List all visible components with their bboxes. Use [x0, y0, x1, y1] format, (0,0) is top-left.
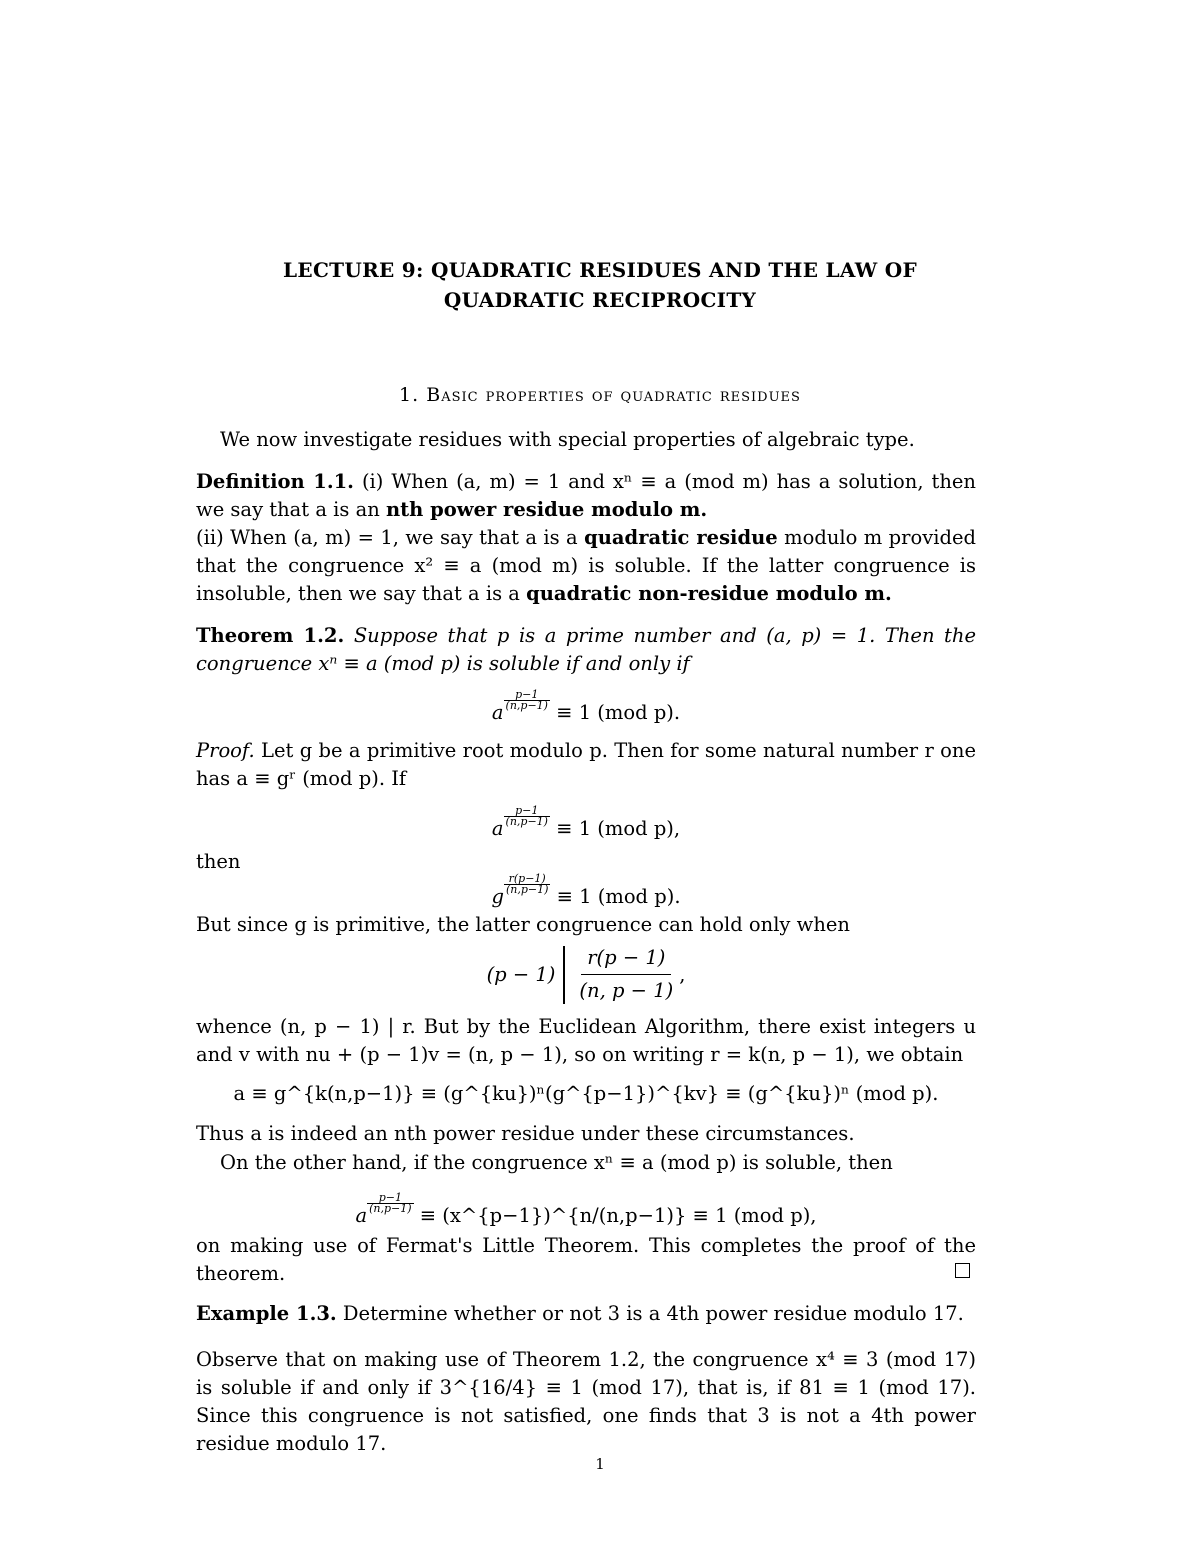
- intro-paragraph: We now investigate residues with special properties of algebraic type.: [220, 428, 915, 451]
- proof-paragraph-4: Thus a is indeed an nth power residue under these circumstances.: [196, 1122, 855, 1145]
- theorem-block: Theorem 1.2. Suppose that p is a prime number and (a, p) = 1. Then the congruence xⁿ ≡ a (mod p) is soluble if and only if: [196, 624, 976, 675]
- section-heading: 1. Basic properties of quadratic residues: [399, 384, 801, 406]
- proof-then: then: [196, 850, 241, 873]
- divides-bar: [563, 946, 565, 1004]
- divisibility-display: (p − 1) $\frac{r(p - 1)}{(n, p - 1)}$ ,: [486, 946, 686, 1002]
- proof-paragraph-6: on making use of Fermat's Little Theorem. This completes the proof of the theorem.: [196, 1234, 976, 1285]
- proof-paragraph-1: Proof. Let g be a primitive root modulo p. Then for some natural number r one has a ≡ gʳ (mod p). If: [196, 739, 976, 790]
- equation-1: a $\frac{p-1}{(n,p-1)}$ ≡ 1 (mod p).: [491, 688, 681, 724]
- page-number: 1: [595, 1455, 605, 1473]
- equation-5: a $\frac{p-1}{(n,p-1)}$ ≡ (x^{p−1})^{n/(n,p−1)} ≡ 1 (mod p),: [355, 1191, 817, 1227]
- example-solution: Observe that on making use of Theorem 1.2, the congruence x⁴ ≡ 3 (mod 17) is soluble if and only if 3^{16/4} ≡ 1 (mod 17), that is, if 81 ≡ 1 (mod 17). Since this congruence is not satisfied, one finds that 3 is not a 4th power residue modulo 17.: [196, 1348, 976, 1455]
- proof-paragraph-2: But since g is primitive, the latter congruence can hold only when: [196, 913, 850, 936]
- proof-paragraph-5: On the other hand, if the congruence xⁿ ≡ a (mod p) is soluble, then: [220, 1151, 893, 1174]
- equation-3: g $\frac{r(p-1)}{(n,p-1)}$ ≡ 1 (mod p).: [491, 872, 681, 908]
- example-block: Example 1.3. Determine whether or not 3 is a 4th power residue modulo 17.: [196, 1302, 964, 1325]
- proof-paragraph-3: whence (n, p − 1) | r. But by the Euclidean Algorithm, there exist integers u and v with nu + (p − 1)v = (n, p − 1), so on writing r = k(n, p − 1), we obtain: [196, 1015, 976, 1066]
- definition-block: Definition 1.1. (i) When (a, m) = 1 and xⁿ ≡ a (mod m) has a solution, then we say that a is an nth power residue modulo m. (ii) When (a, m) = 1, we say that a is a quadratic residue modulo m provided that the congruence x² ≡ a (mod m) is soluble. If the latter congruence is insoluble, then we say that a is a quadratic non-residue modulo m.: [196, 470, 976, 605]
- qed-box-icon: [955, 1263, 970, 1278]
- equation-2: a $\frac{p-1}{(n,p-1)}$ ≡ 1 (mod p),: [491, 804, 681, 840]
- equation-4: a ≡ g^{k(n,p−1)} ≡ (g^{ku})ⁿ(g^{p−1})^{kv} ≡ (g^{ku})ⁿ (mod p).: [233, 1082, 939, 1105]
- lecture-title: LECTURE 9: QUADRATIC RESIDUES AND THE LAW OF QUADRATIC RECIPROCITY: [283, 258, 917, 312]
